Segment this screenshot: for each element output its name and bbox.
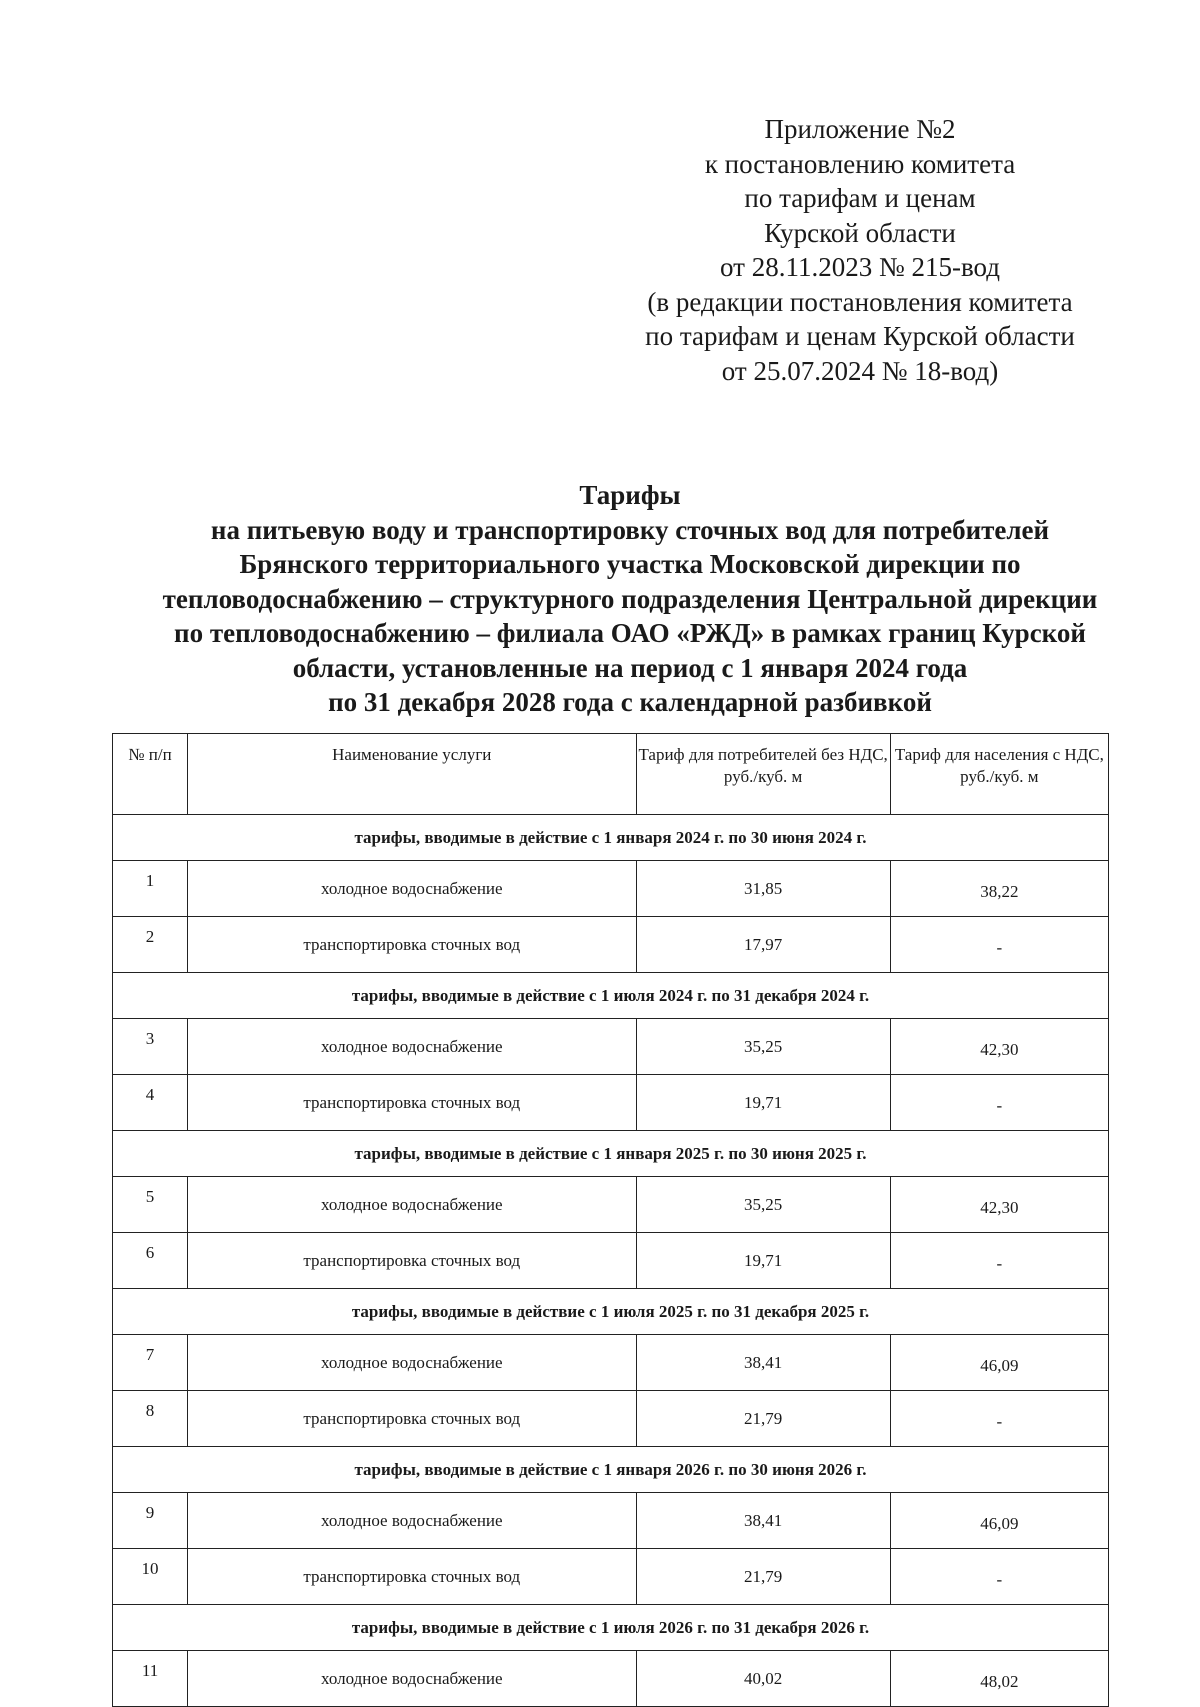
service-name: транспортировка сточных вод xyxy=(188,1549,636,1605)
period-row xyxy=(113,1605,1109,1651)
title-line: области, установленные на период с 1 января 2024 года xyxy=(292,652,968,683)
period-label: тарифы, вводимые в действие с 1 января 2024 г. по 30 июня 2024 г. xyxy=(113,815,1109,861)
tariff-population-value: 38,22 xyxy=(890,861,1108,917)
row-number: 2 xyxy=(113,917,188,973)
period-row xyxy=(113,1447,1109,1493)
period-label: тарифы, вводимые в действие с 1 января 2026 г. по 30 июня 2026 г. xyxy=(113,1447,1109,1493)
row-number: 11 xyxy=(113,1651,188,1707)
period-label: тарифы, вводимые в действие с 1 января 2025 г. по 30 июня 2025 г. xyxy=(113,1131,1109,1177)
tariff-population-value: - xyxy=(890,1075,1108,1131)
tariff-consumers-value: 35,25 xyxy=(636,1019,890,1075)
tariff-population-value: - xyxy=(890,1391,1108,1447)
tariff-population-value: 42,30 xyxy=(890,1019,1108,1075)
service-name: холодное водоснабжение xyxy=(188,861,636,917)
tariff-consumers-value: 17,97 xyxy=(636,917,890,973)
service-name: транспортировка сточных вод xyxy=(188,1391,636,1447)
appendix-line: Курской области xyxy=(764,217,956,248)
tariff-consumers-value: 38,41 xyxy=(636,1493,890,1549)
row-number: 9 xyxy=(113,1493,188,1549)
tariff-table xyxy=(112,733,1109,1707)
tariff-consumers-value: 19,71 xyxy=(636,1075,890,1131)
table-row xyxy=(113,861,1109,917)
period-label: тарифы, вводимые в действие с 1 июля 2025 г. по 31 декабря 2025 г. xyxy=(113,1289,1109,1335)
tariff-consumers-value: 38,41 xyxy=(636,1335,890,1391)
period-label: тарифы, вводимые в действие с 1 июля 2026 г. по 31 декабря 2026 г. xyxy=(113,1605,1109,1651)
table-row xyxy=(113,1549,1109,1605)
service-name: холодное водоснабжение xyxy=(188,1019,636,1075)
header-tariff-population: Тариф для населения с НДС, руб./куб. м xyxy=(890,734,1108,815)
tariff-table-body xyxy=(113,815,1109,1707)
period-row xyxy=(113,973,1109,1019)
table-row xyxy=(113,1177,1109,1233)
row-number: 8 xyxy=(113,1391,188,1447)
row-number: 1 xyxy=(113,861,188,917)
appendix-line: по тарифам и ценам xyxy=(744,183,976,213)
tariff-consumers-value: 21,79 xyxy=(636,1549,890,1605)
row-number: 10 xyxy=(113,1549,188,1605)
title-line: Тарифы xyxy=(579,480,681,510)
table-row xyxy=(113,1651,1109,1707)
period-row xyxy=(113,1289,1109,1335)
appendix-block xyxy=(600,112,1120,388)
tariff-consumers-value: 35,25 xyxy=(636,1177,890,1233)
table-row xyxy=(113,1391,1109,1447)
row-number: 3 xyxy=(113,1019,188,1075)
title-line: на питьевую воду и транспортировку сточных вод для потребителей xyxy=(210,514,1050,545)
period-label: тарифы, вводимые в действие с 1 июля 2024 г. по 31 декабря 2024 г. xyxy=(113,973,1109,1019)
tariff-population-value: - xyxy=(890,917,1108,973)
document-title xyxy=(60,478,1200,720)
table-header-row xyxy=(113,734,1109,815)
row-number: 6 xyxy=(113,1233,188,1289)
table-row xyxy=(113,917,1109,973)
tariff-population-value: 48,02 xyxy=(890,1651,1108,1707)
appendix-line: от 25.07.2024 № 18-вод) xyxy=(721,355,999,386)
row-number: 7 xyxy=(113,1335,188,1391)
appendix-line: к постановлению комитета xyxy=(704,148,1016,179)
title-line: Брянского территориального участка Московской дирекции по xyxy=(239,549,1021,579)
table-row xyxy=(113,1493,1109,1549)
row-number: 4 xyxy=(113,1075,188,1131)
period-row xyxy=(113,815,1109,861)
appendix-line: (в редакции постановления комитета xyxy=(647,286,1073,317)
tariff-population-value: - xyxy=(890,1549,1108,1605)
service-name: холодное водоснабжение xyxy=(188,1651,636,1707)
service-name: транспортировка сточных вод xyxy=(188,1233,636,1289)
tariff-consumers-value: 31,85 xyxy=(636,861,890,917)
appendix-line: по тарифам и ценам Курской области xyxy=(645,321,1075,351)
tariff-consumers-value: 40,02 xyxy=(636,1651,890,1707)
title-line: тепловодоснабжению – структурного подразделения Центральной дирекции xyxy=(162,583,1098,614)
appendix-line: от 28.11.2023 № 215-вод xyxy=(720,252,1000,282)
tariff-population-value: - xyxy=(890,1233,1108,1289)
title-line: по тепловодоснабжению – филиала ОАО «РЖД» в рамках границ Курской xyxy=(174,618,1086,648)
tariff-consumers-value: 19,71 xyxy=(636,1233,890,1289)
table-row xyxy=(113,1019,1109,1075)
service-name: транспортировка сточных вод xyxy=(188,1075,636,1131)
tariff-population-value: 42,30 xyxy=(890,1177,1108,1233)
period-row xyxy=(113,1131,1109,1177)
tariff-population-value: 46,09 xyxy=(890,1493,1108,1549)
header-tariff-consumers: Тариф для потребителей без НДС, руб./куб. м xyxy=(636,734,890,815)
table-row xyxy=(113,1233,1109,1289)
header-no: № п/п xyxy=(113,734,188,815)
service-name: холодное водоснабжение xyxy=(188,1493,636,1549)
row-number: 5 xyxy=(113,1177,188,1233)
tariff-population-value: 46,09 xyxy=(890,1335,1108,1391)
service-name: холодное водоснабжение xyxy=(188,1335,636,1391)
title-line: по 31 декабря 2028 года с календарной разбивкой xyxy=(328,687,932,717)
service-name: холодное водоснабжение xyxy=(188,1177,636,1233)
service-name: транспортировка сточных вод xyxy=(188,917,636,973)
appendix-line: Приложение №2 xyxy=(764,114,956,144)
table-row xyxy=(113,1075,1109,1131)
table-row xyxy=(113,1335,1109,1391)
tariff-consumers-value: 21,79 xyxy=(636,1391,890,1447)
header-service-name: Наименование услуги xyxy=(188,734,636,815)
